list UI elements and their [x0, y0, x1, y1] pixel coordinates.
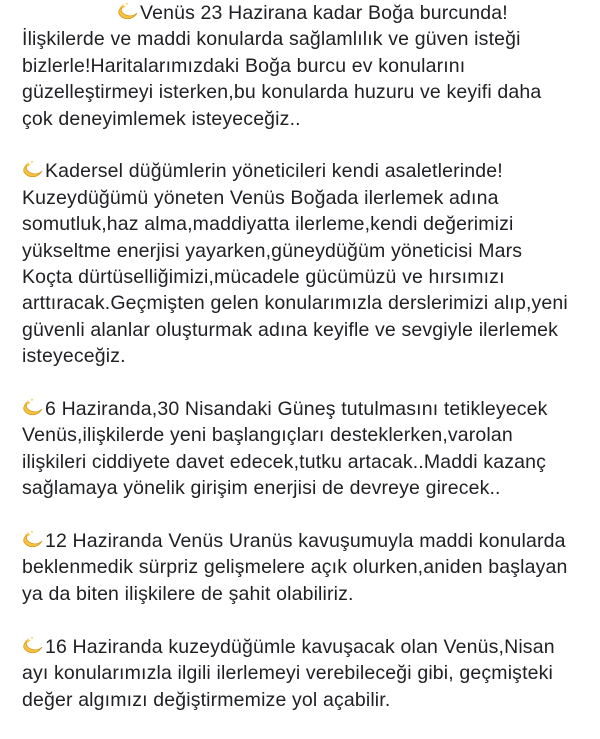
paragraph-line: arttıracak.Geçmişten gelen konularımızla derslerimizi alıp,yeni: [22, 292, 568, 315]
paragraph-karmic-nodes: [22, 158, 594, 369]
paragraph-line: İlişkilerde ve maddi konularda sağlamlılık ve güven isteği: [22, 28, 521, 51]
paragraph-line: ilişkileri ciddiyete davet edecek,tutku artacak..Maddi kazanç: [22, 450, 546, 473]
paragraph-line: Venüs 23 Hazirana kadar Boğa burcunda!: [140, 2, 508, 24]
paragraph-line: Venüs,ilişkilerde yeni başlangıçları desteklerken,varolan: [22, 424, 513, 447]
paragraph-line: güzelleştirmeyi isterken,bu konularda huzuru ve keyifi daha: [22, 81, 542, 104]
crescent-moon-icon: [22, 636, 44, 656]
crescent-moon-icon: [117, 2, 139, 22]
crescent-moon-icon: [22, 160, 44, 180]
paragraph-line: isteyeceğiz.: [22, 345, 126, 368]
paragraph-line: 6 Haziranda,30 Nisandaki Güneş tutulmasını tetikleyecek: [45, 398, 548, 421]
paragraph-line: çok deneyimlemek isteyeceğiz..: [22, 107, 301, 130]
paragraph-line: yükseltme enerjisi yayarken,güneydüğüm yöneticisi Mars: [22, 239, 523, 262]
paragraph-june-16: [22, 634, 594, 713]
paragraph-venus-in-taurus: [22, 0, 594, 132]
paragraph-line: değer algımızı değiştirmemize yol açabilir.: [22, 688, 391, 711]
paragraph-line: 16 Haziranda kuzeydüğümle kavuşacak olan Venüs,Nisan: [45, 635, 555, 658]
paragraph-line: ya da biten ilişkilere de şahit olabiliriz.: [22, 582, 354, 605]
paragraph-line: Kadersel düğümlerin yöneticileri kendi asaletlerinde!: [45, 160, 503, 183]
paragraph-line: Kuzeydüğümü yöneten Venüs Boğada ilerlemek adına: [22, 186, 499, 209]
paragraph-line: sağlamaya yönelik girişim enerjisi de devreye girecek..: [22, 477, 501, 500]
paragraph-line: bizlerle!Haritalarımızdaki Boğa burcu ev konularını: [22, 54, 466, 77]
paragraph-line: Koçta dürtüselliğimizi,mücadele gücümüzü ve hırsımızı: [22, 266, 505, 289]
paragraph-line: ayı konularımızla ilgili ilerlemeyi verebileceği gibi, geçmişteki: [22, 662, 554, 685]
paragraph-line: beklenmedik sürpriz gelişmelere açık olurken,aniden başlayan: [22, 556, 568, 579]
paragraph-june-6: [22, 396, 594, 502]
crescent-moon-icon: [22, 398, 44, 418]
paragraph-line: somutluk,haz alma,maddiyatta ilerleme,kendi değerimizi: [22, 213, 514, 236]
paragraph-line: güvenli alanlar oluşturmak adına keyifle ve sevgiyle ilerlemek: [22, 318, 559, 341]
crescent-moon-icon: [22, 530, 44, 550]
paragraph-line: 12 Haziranda Venüs Uranüs kavuşumuyla maddi konularda: [45, 530, 566, 553]
post-body: [22, 0, 594, 739]
paragraph-june-12: [22, 528, 594, 607]
